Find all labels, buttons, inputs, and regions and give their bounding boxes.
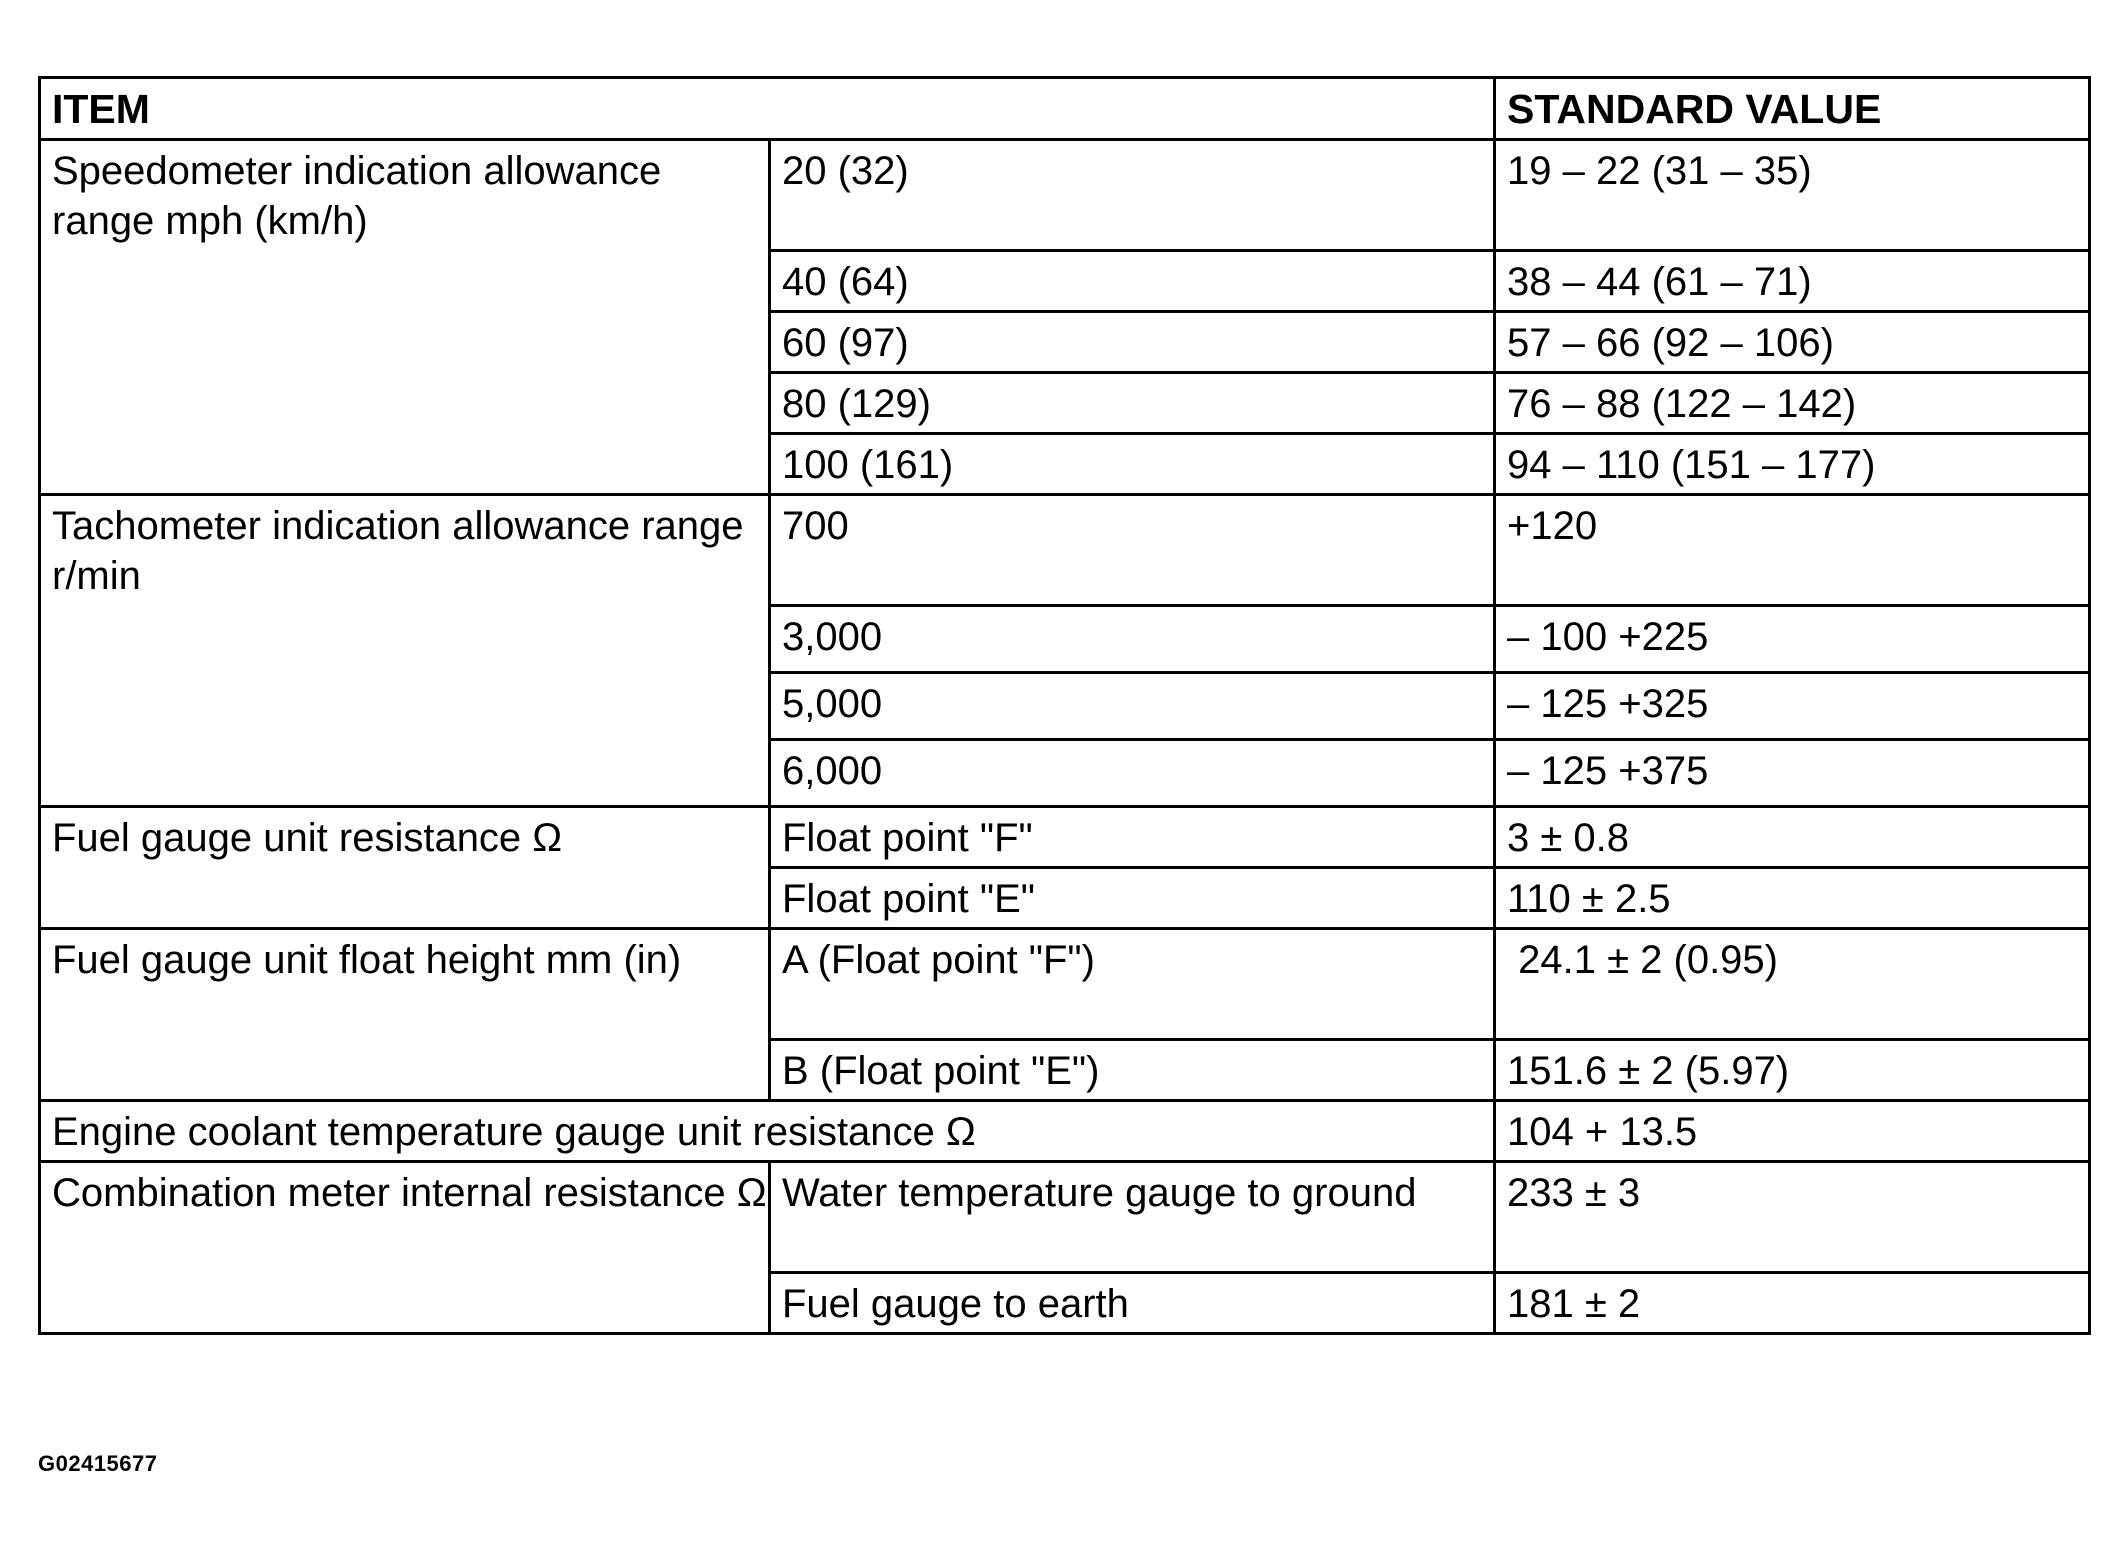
combination-meter-label: Combination meter internal resistance Ω <box>40 1162 770 1334</box>
speedometer-value: 76 – 88 (122 – 142) <box>1495 373 2090 434</box>
speedometer-value: 38 – 44 (61 – 71) <box>1495 251 2090 312</box>
combination-meter-condition: Water temperature gauge to ground <box>770 1162 1495 1273</box>
coolant-value: 104 + 13.5 <box>1495 1101 2090 1162</box>
fuel-float-height-condition: B (Float point "E") <box>770 1040 1495 1101</box>
speedometer-value: 57 – 66 (92 – 106) <box>1495 312 2090 373</box>
fuel-resistance-value: 110 ± 2.5 <box>1495 868 2090 929</box>
speedometer-condition: 100 (161) <box>770 434 1495 495</box>
tachometer-condition: 3,000 <box>770 606 1495 673</box>
tachometer-condition: 6,000 <box>770 740 1495 807</box>
table-row <box>40 929 2090 1040</box>
speedometer-value: 94 – 110 (151 – 177) <box>1495 434 2090 495</box>
table-row <box>40 807 2090 868</box>
combination-meter-condition: Fuel gauge to earth <box>770 1273 1495 1334</box>
tachometer-condition: 700 <box>770 495 1495 606</box>
tachometer-value: – 125 +325 <box>1495 673 2090 740</box>
header-row <box>40 78 2090 140</box>
tachometer-label: Tachometer indication allowance range r/min <box>40 495 770 807</box>
speedometer-condition: 80 (129) <box>770 373 1495 434</box>
combination-meter-value: 233 ± 3 <box>1495 1162 2090 1273</box>
tachometer-value: – 125 +375 <box>1495 740 2090 807</box>
fuel-float-height-label: Fuel gauge unit float height mm (in) <box>40 929 770 1101</box>
speedometer-label: Speedometer indication allowance range mph (km/h) <box>40 140 770 495</box>
speedometer-condition: 20 (32) <box>770 140 1495 251</box>
tachometer-condition: 5,000 <box>770 673 1495 740</box>
fuel-float-height-value: 24.1 ± 2 (0.95) <box>1495 929 2090 1040</box>
table-row <box>40 1162 2090 1273</box>
coolant-label: Engine coolant temperature gauge unit resistance Ω <box>40 1101 1495 1162</box>
tachometer-value: +120 <box>1495 495 2090 606</box>
fuel-resistance-condition: Float point "F" <box>770 807 1495 868</box>
tachometer-value: – 100 +225 <box>1495 606 2090 673</box>
combination-meter-value: 181 ± 2 <box>1495 1273 2090 1334</box>
fuel-resistance-value: 3 ± 0.8 <box>1495 807 2090 868</box>
table-row <box>40 1101 2090 1162</box>
speedometer-value: 19 – 22 (31 – 35) <box>1495 140 2090 251</box>
speedometer-condition: 40 (64) <box>770 251 1495 312</box>
fuel-float-height-value: 151.6 ± 2 (5.97) <box>1495 1040 2090 1101</box>
diagram-id: G02415677 <box>38 1451 158 1476</box>
table-row <box>40 495 2090 606</box>
item-header: ITEM <box>40 78 1495 140</box>
speedometer-condition: 60 (97) <box>770 312 1495 373</box>
specification-table <box>38 76 2091 1335</box>
fuel-resistance-label: Fuel gauge unit resistance Ω <box>40 807 770 929</box>
fuel-resistance-condition: Float point "E" <box>770 868 1495 929</box>
standard-value-header: STANDARD VALUE <box>1495 78 2090 140</box>
fuel-float-height-condition: A (Float point "F") <box>770 929 1495 1040</box>
table-row <box>40 140 2090 251</box>
